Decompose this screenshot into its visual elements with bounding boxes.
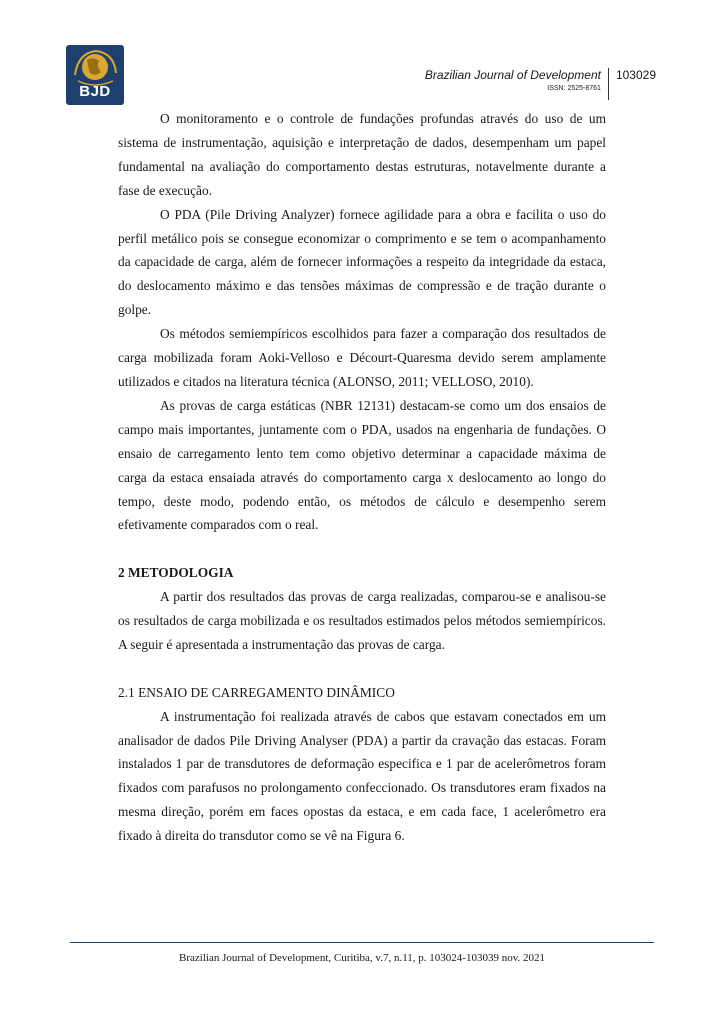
journal-info <box>425 68 609 100</box>
logo-text: BJD <box>79 83 111 100</box>
footer-divider <box>70 942 654 943</box>
paragraph-pda: O PDA (Pile Driving Analyzer) fornece agilidade para a obra e facilita o uso do perfil metálico pois se consegue economizar o comprimento e se tem o acompanhamento da capacidade de carga, além de fornecer informações a respeito da integridade da estaca, do deslocamento máximo e das tensões máximas de compressão e de tração durante o golpe. <box>118 206 606 318</box>
paragraph-methodology: A partir dos resultados das provas de carga realizadas, comparou-se e analisou-se os resultados de carga mobilizada e os resultados estimados pelos métodos semiempíricos. A seguir é apresentada a instrumentação das provas de carga. <box>118 589 606 652</box>
issn: ISSN: 2525-8761 <box>547 85 601 92</box>
section-heading: 2 METODOLOGIA <box>118 565 234 581</box>
journal-name: Brazilian Journal of Development <box>424 68 601 82</box>
paragraph-instrumentation: A instrumentação foi realizada através de cabos que estavam conectados em um analisador de dados Pile Driving Analyser (PDA) a partir da cravação das estacas. Foram instalados 1 par de transdutores de deformação especifica e 1 par de acelerômetros foram fixados com parafusos no prolongamento confeccionado. Os transdutores eram fixados na mesma direção, porém em faces opostas da estaca, e em cada face, 1 acelerômetro era fixado à direita do transdutor como se vê na Figura 6. <box>118 708 606 844</box>
journal-logo <box>66 45 124 105</box>
running-header <box>425 68 656 100</box>
paragraph-semiempirical: Os métodos semiempíricos escolhidos para fazer a comparação dos resultados de carga mobilizada foram Aoki-Velloso e Décourt-Quaresma devido serem amplamente utilizados e citados na literatura técnica (ALONSO, 2011; VELLOSO, 2010). <box>118 326 606 389</box>
paragraph-monitoring: O monitoramento e o controle de fundações profundas através do uso de um sistema de instrumentação, aquisição e interpretação de dados, desempenham um papel fundamental na avaliação do comportamento destas estruturas, notavelmente durante a fase de execução. <box>118 111 606 198</box>
page-number: 103029 <box>615 68 656 82</box>
article-body <box>118 107 606 848</box>
paragraph-static-load-tests: As provas de carga estáticas (NBR 12131) destacam-se como um dos ensaios de campo mais importantes, juntamente com o PDA, usados na engenharia de fundações. O ensaio de carregamento lento tem como objetivo determinar a capacidade máxima de carga da estaca ensaiada através do comportamento carga x deslocamento ao longo do tempo, deste modo, podendo então, os métodos de cálculo e desempenho serem efetivamente comparados com o real. <box>118 397 606 533</box>
footer-citation: Brazilian Journal of Development, Curitiba, v.7, n.11, p. 103024-103039 nov. 2021 <box>179 952 545 964</box>
subsection-heading: 2.1 ENSAIO DE CARREGAMENTO DINÂMICO <box>118 684 395 700</box>
